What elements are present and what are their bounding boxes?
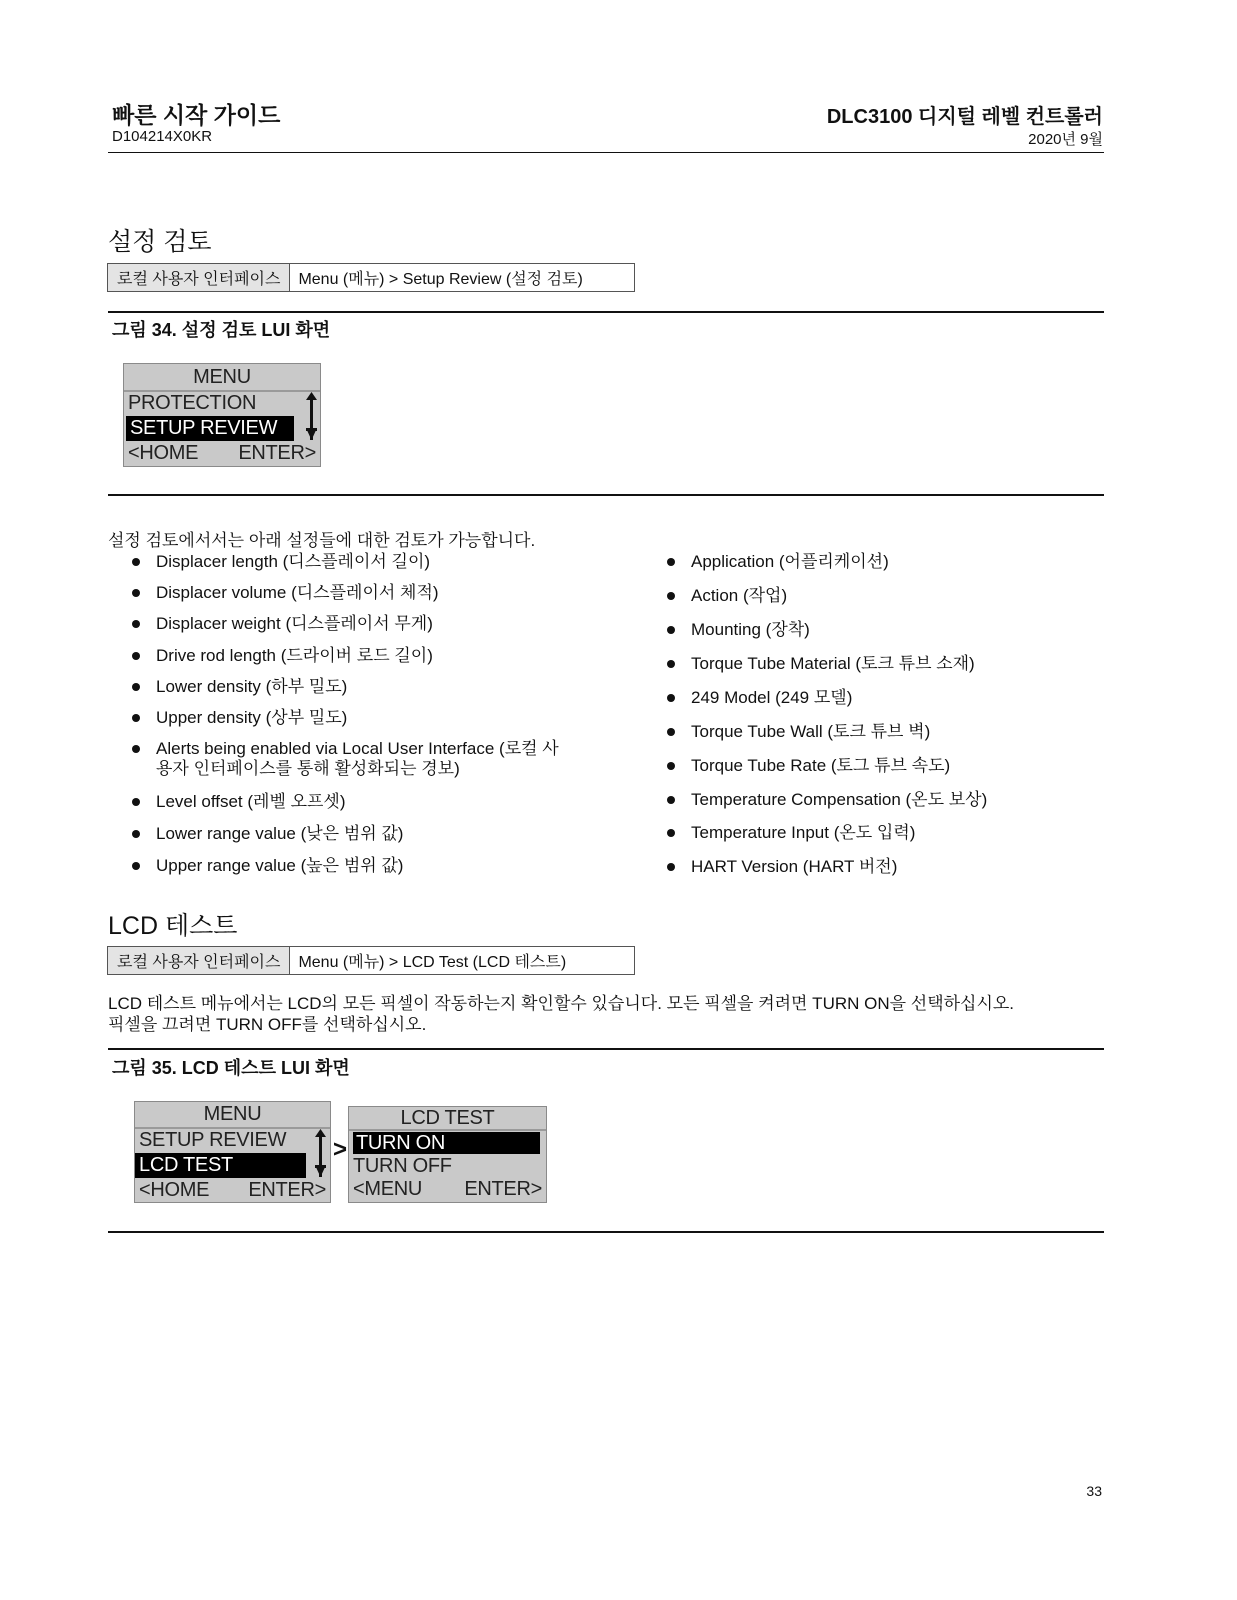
setup-items-right — [667, 552, 1087, 877]
list-item: Displacer weight (디스플레이서 무게) — [132, 614, 582, 634]
menu-path-table — [107, 263, 635, 292]
menu-path-table — [107, 946, 635, 975]
path-label: 로컬 사용자 인터페이스 — [108, 264, 290, 291]
page-number: 33 — [1086, 1483, 1102, 1499]
figure-title: 그림 34. 설정 검토 LUI 화면 — [112, 320, 331, 340]
lcd-head: MENU — [124, 365, 320, 392]
path-value: Menu (메뉴) > Setup Review (설정 검토) — [290, 264, 634, 291]
section-title-lcd-test: LCD 테스트 — [108, 912, 238, 940]
list-item: Action (작업) — [667, 586, 1087, 606]
lcd-footer — [349, 1178, 546, 1200]
lcd-foot-right: ENTER> — [238, 442, 316, 464]
figure-rule-top — [108, 1048, 1104, 1050]
list-item: Torque Tube Wall (토크 튜브 벽) — [667, 722, 1087, 742]
list-item: Displacer length (디스플레이서 길이) — [132, 552, 582, 572]
figure-rule-bottom — [108, 1231, 1104, 1233]
figure-title: 그림 35. LCD 테스트 LUI 화면 — [112, 1058, 350, 1078]
list-item: Temperature Input (온도 입력) — [667, 823, 1087, 843]
lcd-foot-left: <HOME — [139, 1179, 210, 1201]
list-item: Mounting (장착) — [667, 620, 1087, 640]
doc-date: 2020년 9월 — [1028, 131, 1103, 148]
lcd-foot-left: <HOME — [128, 442, 199, 464]
list-item: Torque Tube Rate (토그 튜브 속도) — [667, 756, 1087, 776]
setup-review-intro: 설정 검토에서서는 아래 설정들에 대한 검토가 가능합니다. — [108, 531, 536, 550]
lcd-row-selected: LCD TEST — [135, 1153, 306, 1178]
lcd-row: TURN OFF — [353, 1155, 452, 1177]
scroll-arrows-icon — [314, 1129, 328, 1179]
doc-id: D104214X0KR — [112, 128, 213, 145]
header-rule — [108, 152, 1104, 153]
figure-rule-top — [108, 311, 1104, 313]
lcd-foot-right: ENTER> — [464, 1178, 542, 1200]
lcd-footer — [124, 441, 320, 466]
lcd-footer — [135, 1178, 330, 1203]
lcd-row-selected: SETUP REVIEW — [126, 416, 294, 441]
product-title: DLC3100 디지털 레벨 컨트롤러 — [826, 106, 1103, 128]
lcd-foot-right: ENTER> — [248, 1179, 326, 1201]
list-item: Drive rod length (드라이버 로드 길이) — [132, 646, 582, 666]
list-item: Lower density (하부 밀도) — [132, 677, 582, 697]
list-item: HART Version (HART 버전) — [667, 857, 1087, 877]
list-item: Torque Tube Material (토크 튜브 소재) — [667, 654, 1087, 674]
figure-rule-bottom — [108, 494, 1104, 496]
lcd-row: PROTECTION — [128, 392, 257, 414]
lcd-head: LCD TEST — [349, 1107, 546, 1131]
setup-items-left — [132, 552, 582, 876]
list-item: Level offset (레벨 오프셋) — [132, 792, 582, 812]
list-item: Displacer volume (디스플레이서 체적) — [132, 583, 582, 603]
list-item: Temperature Compensation (온도 보상) — [667, 790, 1087, 810]
lcd-row-selected: TURN ON — [353, 1132, 540, 1154]
path-label: 로컬 사용자 인터페이스 — [108, 947, 290, 974]
scroll-arrows-icon — [305, 392, 319, 442]
path-value: Menu (메뉴) > LCD Test (LCD 테스트) — [290, 947, 634, 974]
list-item: Upper range value (높은 범위 값) — [132, 856, 582, 876]
list-item: 249 Model (249 모델) — [667, 688, 1087, 708]
navigation-arrow: > — [333, 1136, 348, 1163]
lcd-head: MENU — [135, 1102, 330, 1129]
lcd-screen-menu — [134, 1101, 331, 1203]
list-item: Lower range value (낮은 범위 값) — [132, 824, 582, 844]
lcd-screen-setup-review — [123, 363, 321, 467]
lcd-screen-lcd-test — [348, 1106, 547, 1203]
section-title-setup-review: 설정 검토 — [108, 228, 212, 256]
list-item: Alerts being enabled via Local User Interface (로컬 사용자 인터페이스를 통해 활성화되는 경보) — [132, 739, 566, 779]
doc-title: 빠른 시작 가이드 — [112, 102, 281, 128]
list-item: Upper density (상부 밀도) — [132, 708, 582, 728]
lcd-test-paragraph-line1: LCD 테스트 메뉴에서는 LCD의 모든 픽셀이 작동하는지 확인할수 있습니다. 모든 픽셀을 켜려면 TURN ON을 선택하십시오. — [108, 994, 1015, 1013]
lcd-row: SETUP REVIEW — [139, 1129, 287, 1151]
lcd-test-paragraph-line2: 픽셀을 끄려면 TURN OFF를 선택하십시오. — [108, 1015, 427, 1034]
lcd-foot-left: <MENU — [353, 1178, 423, 1200]
list-item: Application (어플리케이션) — [667, 552, 1087, 572]
